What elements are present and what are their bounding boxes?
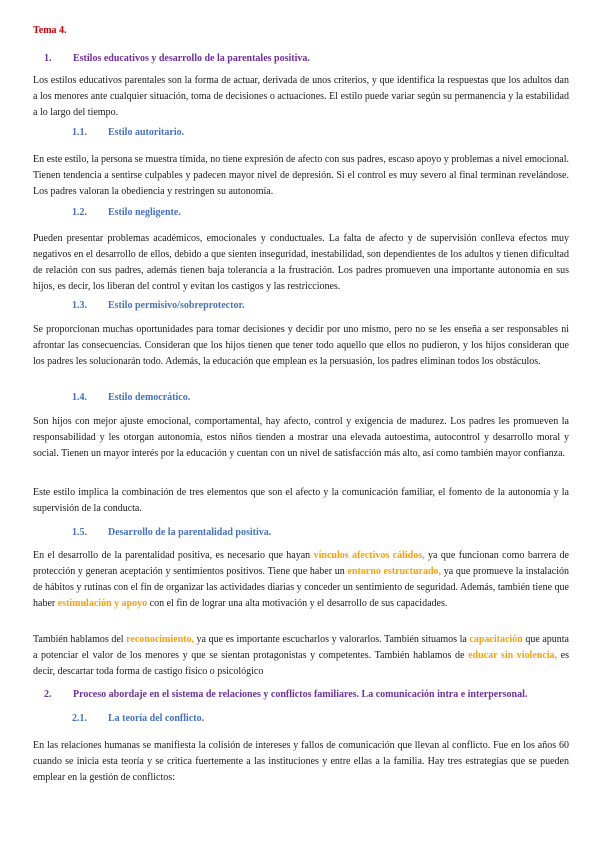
text-run: es decir, descartar toda forma de castigo físico o psicológico [33,650,569,677]
subsection-2-1-text: En las relaciones humanas se manifiesta la colisión de intereses y fallos de comunicación que llevan al conflicto. Fue en los años 60 cuando se inicia esta teoría y se critica fuertemente a las instituciones y entre ellas a la familia. Hay tres estrategias que se pueden emplear en la gestión de conflictos: [33,740,569,783]
highlight-capacitacion: capacitación [469,634,523,645]
section-2-number: 2. [44,689,52,700]
section-2-heading [44,689,527,700]
section-1-number: 1. [44,53,52,64]
subsection-1-5-heading [72,527,271,538]
subsection-1-2-text: Pueden presentar problemas académicos, emocionales y conductuales. La falta de afecto y de supervisión conlleva efectos muy negativos en el desarrollo de ellos, debido a que sienten inseguridad, inestabilidad, son dependientes de los adultos y tienen dificultad de relación con sus padres, además tienen baja tolerancia a la frustración. Los padres promueven una importante autonomía en sus hijos, es decir, los liberan del control y evitan los castigos y las restricciones. [33,233,569,292]
text-run: ya que funcionan como barrera de protección y generan aceptación y sentimientos positivos. Tiene que haber un [33,550,569,577]
subsection-1-3-number: 1.3. [72,300,87,311]
text-run: con el fin de lograr una alta motivación y el desarrollo de sus capacidades. [147,598,448,609]
subsection-1-1-text: En este estilo, la persona se muestra tímida, no tiene expresión de afecto con sus padres, escaso apoyo y problemas a nivel emocional. Tienen tendencia a sentirse culpables y padecen mayor nivel de depresión. Si el control es muy severo al final terminan revelándose. Los padres valoran la obediencia y restringen su autonomía. [33,154,569,197]
text-run: También hablamos del [33,634,127,645]
subsection-2-1-heading [72,713,204,724]
section-1-intro: Los estilos educativos parentales son la forma de actuar, derivada de unos criterios, y que identifica la respuestas que los adultos dan a los menores ante cualquier situación, toma de decisiones o actuaciones. El estilo puede variar según su permanencia y la estabilidad a lo largo del tiempo. [33,75,569,118]
highlight-vinculos: vínculos afectivos cálidos, [313,550,425,561]
highlight-reconocimiento: reconocimiento, [126,634,194,645]
section-1-title: Estilos educativos y desarrollo de la parentales positiva. [73,53,310,64]
subsection-1-4-number: 1.4. [72,392,87,403]
text-run: que apunta a potenciar el valor de los menores y que se sientan protagonistas y competentes. También hablamos de [33,634,569,661]
subsection-2-1-number: 2.1. [72,713,87,724]
subsection-1-2-heading [72,207,181,218]
subsection-1-4-heading [72,392,190,403]
subsection-1-4-text-2: Este estilo implica la combinación de tres elementos que son el afecto y la comunicación familiar, el fomento de la autonomía y la supervisión de la conducta. [33,487,569,514]
subsection-1-1-title: Estilo autoritario. [108,127,185,138]
subsection-1-5-title: Desarrollo de la parentalidad positiva. [108,527,272,538]
subsection-1-5-paragraph-1 [33,548,569,612]
subsection-1-5-number: 1.5. [72,527,87,538]
subsection-1-3-text: Se proporcionan muchas oportunidades para tomar decisiones y decidir por uno mismo, pero no se les enseña a ser responsables ni afrontar las consecuencias. Consideran que los hijos tienen que tener todo aquello que ellos no pudieron, y los hijos consideran que los padres les solucionarán todo. Además, la educación que emplean es la persuasión, los padres eliminan todos los obstáculos. [33,324,569,367]
text-run: En el desarrollo de la parentalidad positiva, es necesario que hayan [33,550,314,561]
topic-title: Tema 4. [33,25,67,36]
section-2-title: Proceso abordaje en el sistema de relaciones y conflictos familiares. La comunicación intra e interpersonal. [73,689,528,700]
subsection-1-2-number: 1.2. [72,207,87,218]
highlight-educar-sin-violencia: educar sin violencia, [468,650,558,661]
section-1-heading [44,53,310,64]
subsection-1-4-text-1: Son hijos con mejor ajuste emocional, comportamental, hay afecto, control y exigencia de madurez. Los padres les promueven la responsabilidad y les otorgan autonomía, estos niños tienden a mostrar una elevada autoestima, autocontrol y desarrollo moral y social. Tienen un mayor interés por la educación y cuentan con un nivel de satisfacción más alto, así como también mayor confianza. [33,416,569,459]
highlight-entorno: entorno estructurado, [347,566,442,577]
subsection-1-1-heading [72,127,184,138]
subsection-1-1-number: 1.1. [72,127,87,138]
subsection-1-3-heading [72,300,244,311]
subsection-2-1-title: La teoría del conflicto. [108,713,205,724]
text-run: ya que promueve la instalación de hábitos y rutinas con el fin de organizar las actividades diarias y conceder un sentimiento de seguridad. Además, también tiene que haber [33,566,569,609]
subsection-1-2-title: Estilo negligente. [108,207,181,218]
subsection-1-5-paragraph-2 [33,632,569,680]
subsection-1-3-title: Estilo permisivo/sobreprotector. [108,300,245,311]
highlight-estimulacion: estimulación y apoyo [57,598,148,609]
subsection-1-4-title: Estilo democrático. [108,392,191,403]
text-run: ya que es importante escucharlos y valorarlos. También situamos la [193,634,470,645]
